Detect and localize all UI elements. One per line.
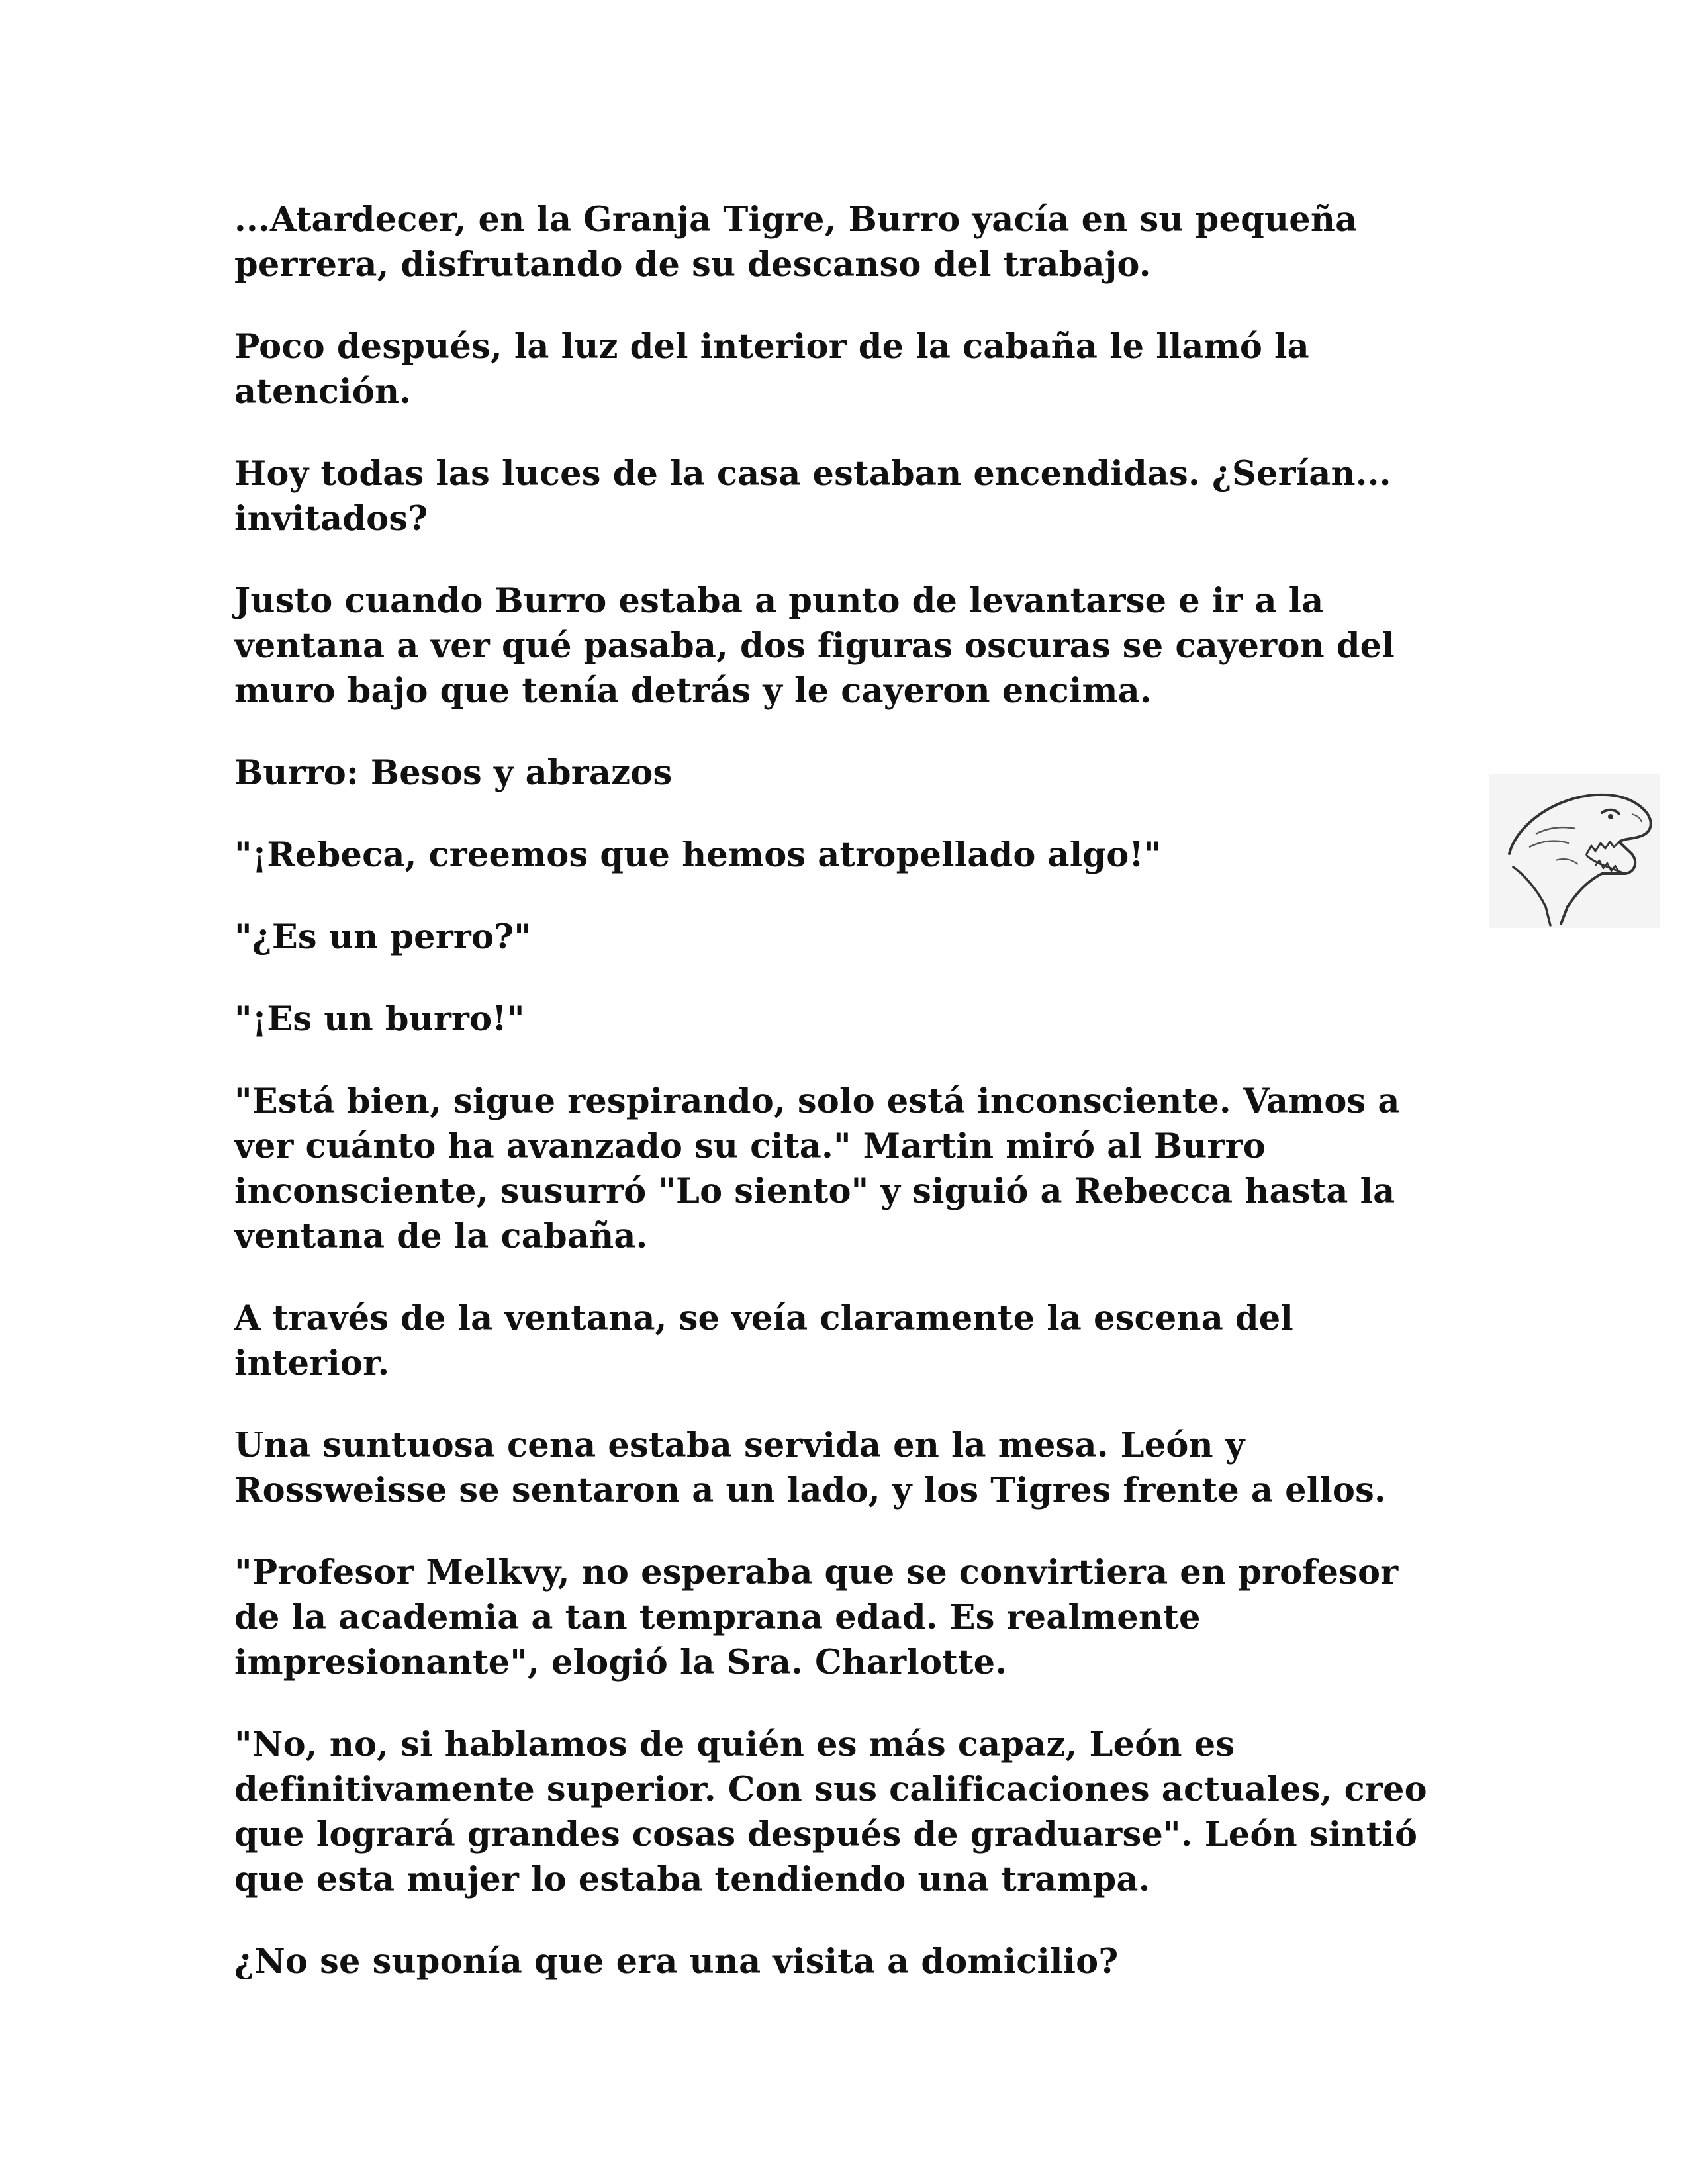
paragraph-13: "No, no, si hablamos de quién es más capaz, León es definitivamente superior. Con sus calificaciones actuales, creo que logrará grandes cosas después de graduarse". León sintió que esta mujer lo estaba tendiendo una trampa. [234, 1725, 1427, 1899]
paragraph-10: A través de la ventana, se veía claramente la escena del interior. [234, 1298, 1293, 1383]
paragraph-2: Poco después, la luz del interior de la cabaña le llamó la atención. [234, 327, 1309, 412]
paragraph-12: "Profesor Melkvy, no esperaba que se convirtiera en profesor de la academia a tan temprana edad. Es realmente impresionante", elogió la Sra. Charlotte. [234, 1553, 1399, 1682]
paragraph-4: Justo cuando Burro estaba a punto de levantarse e ir a la ventana a ver qué pasaba, dos figuras oscuras se cayeron del muro bajo que tenía detrás y le cayeron encima. [234, 581, 1395, 711]
paragraph-8: "¡Es un burro!" [234, 999, 525, 1039]
paragraph-9: "Está bien, sigue respirando, solo está inconsciente. Vamos a ver cuánto ha avanzado su cita." Martin miró al Burro inconsciente, susurró "Lo siento" y siguió a Rebecca hasta la ventana de la cabaña. [234, 1081, 1400, 1256]
story-text [234, 197, 1492, 2021]
paragraph-11: Una suntuosa cena estaba servida en la mesa. León y Rossweisse se sentaron a un lado, y los Tigres frente a ellos. [234, 1426, 1386, 1510]
paragraph-5: Burro: Besos y abrazos [234, 753, 673, 793]
dinosaur-head-icon [1489, 774, 1660, 928]
paragraph-1: ...Atardecer, en la Granja Tigre, Burro yacía en su pequeña perrera, disfrutando de su descanso del trabajo. [234, 200, 1358, 285]
paragraph-3: Hoy todas las luces de la casa estaban encendidas. ¿Serían... invitados? [234, 454, 1391, 539]
paragraph-7: "¿Es un perro?" [234, 917, 532, 957]
paragraph-14: ¿No se suponía que era una visita a domicilio? [234, 1942, 1119, 1981]
paragraph-6: "¡Rebeca, creemos que hemos atropellado algo!" [234, 835, 1162, 875]
